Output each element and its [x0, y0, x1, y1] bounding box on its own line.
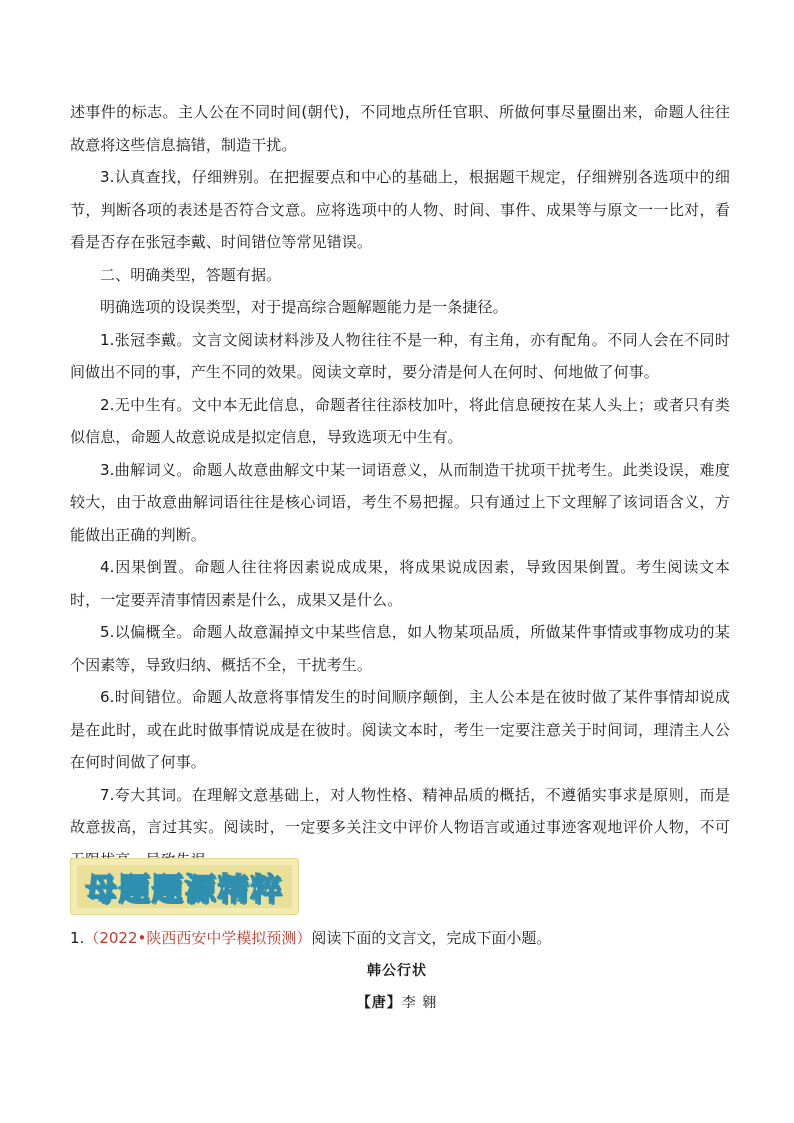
banner-title: 母题题源精粹: [85, 872, 284, 908]
passage-title: 韩公行状: [367, 963, 427, 979]
question-source: （2022•陕西西安中学模拟预测）: [84, 929, 312, 947]
paragraph: 3.认真查找，仔细辨别。在把握要点和中心的基础上，根据题干规定，仔细辨别各选项中的细节，判断各项的表述是否符合文意。应将选项中的人物、时间、事件、成果等与原文一一比对，看看是否存在张冠李戴、时间错位等常见错误。: [70, 168, 730, 251]
question-line: [70, 926, 730, 950]
paragraph: 3.曲解词义。命题人故意曲解文中某一词语意义，从而制造干扰项干扰考生。此类设误，难度较大，由于故意曲解词语往往是核心词语，考生不易把握。只有通过上下文理解了该词语含义，方能做出正确的判断。: [70, 460, 730, 544]
paragraph: 1.张冠李戴。文言文阅读材料涉及人物往往不是一种，有主角，亦有配角。不同人会在不同时间做出不同的事，产生不同的效果。阅读文章时，要分清是何人在何时、何地做了何事。: [70, 330, 730, 381]
paragraph: 明确选项的设误类型，对于提高综合题解题能力是一条捷径。: [100, 298, 508, 316]
paragraph: 4.因果倒置。命题人往往将因素说成成果，将成果说成因素，导致因果倒置。考生阅读文本时，一定要弄清事情因素是什么，成果又是什么。: [70, 558, 730, 609]
passage-byline: [0, 992, 794, 1012]
paragraph: 2.无中生有。文中本无此信息，命题者往往添枝加叶，将此信息硬按在某人头上；或者只有类似信息，命题人故意说成是拟定信息，导致选项无中生有。: [70, 395, 730, 446]
section-banner: [70, 858, 299, 915]
paragraph: 二、明确类型，答题有据。: [100, 265, 282, 284]
paragraph: 6.时间错位。命题人故意将事情发生的时间顺序颠倒，主人公本是在彼时做了某件事情却说成是在此时，或在此时做事情说成是在彼时。阅读文本时，考生一定要注意关于时间词，理清主人公在何时间做了何事。: [70, 688, 730, 771]
question-number: 1.: [70, 929, 85, 947]
paragraph: 述事件的标志。主人公在不同时间(朝代)，不同地点所任官职、所做何事尽量圈出来，命题人往往故意将这些信息搞错，制造干扰。: [70, 103, 730, 154]
paragraph: 5.以偏概全。命题人故意漏掉文中某些信息，如人物某项品质，所做某件事情或事物成功的某个因素等，导致归纳、概括不全，干扰考生。: [70, 623, 730, 674]
passage-dynasty: 【唐】: [356, 995, 402, 1011]
paragraph: 7.夸大其词。在理解文意基础上，对人物性格、精神品质的概括，不遵循实事求是原则，而是故意拔高，言过其实。阅读时，一定要多关注文中评价人物语言或通过事迹客观地评价人物，不可: [70, 785, 730, 836]
question-prompt: 阅读下面的文言文，完成下面小题。: [311, 929, 552, 947]
body-text: [70, 96, 730, 876]
passage-author: 李 翱: [401, 995, 438, 1011]
